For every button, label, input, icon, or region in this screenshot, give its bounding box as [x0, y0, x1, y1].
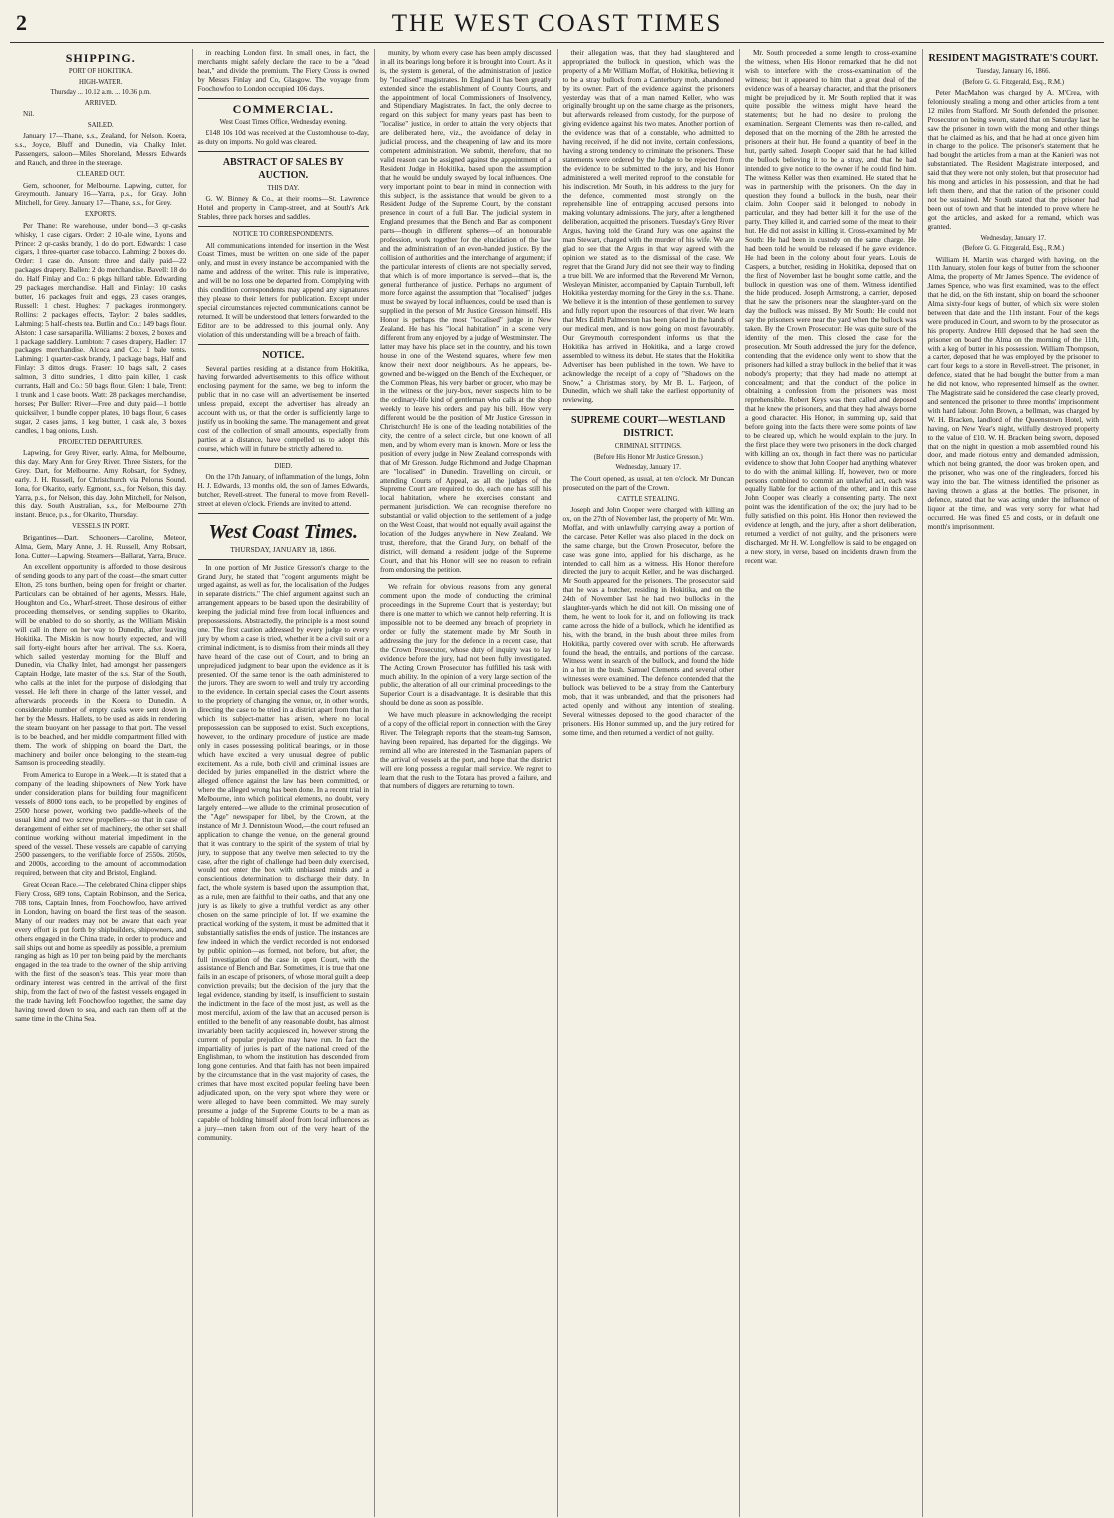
abstract-subheading: THIS DAY. [267, 184, 300, 192]
departures-text: Lapwing, for Grey River, early. Alma, for Melbourne, this day. Mary Ann for Grey River. Three Sisters, for the Grey. Dart, for Melbourne. Amy Robsart, for Sydney, early. J. H. Russell, for Christchurch via Pelorus Sound. Iona, for Okarito, early. Egmont, s.s., for Nelson, this day. Yarra, p.s., for Nelson, this day. John Mitchell, for Nelson, this day. South Australian, s.s., for Melbourne 27th instant. Bruce, p.s., for Okarito, Thursday. [15, 448, 187, 520]
divider [198, 344, 370, 345]
america-europe-text: From America to Europe in a Week.—It is stated that a company of the leading shipowners of New York have under consideration plans for building four magnificent vessels of 8000 tons each, to be propelled by engines of 2500 horse power, working two paddle-wheels of the usual kind and two screw propellers—so that in case of derangement of either set of machinery, the other set shall continue working without material impediment in the speed of the vessel. These vessels are capable of carrying 2500 passengers, to the verifiable force of 2550s. 2050s, and 2000s, according to the amount of accommodation required, between that city and Bristol, England. [15, 770, 187, 878]
column-6 [923, 49, 1105, 1517]
sailed-heading: SAILED. [87, 121, 114, 129]
highwater-heading: HIGH-WATER. [78, 78, 123, 86]
local-news-text: We have much pleasure in acknowledging the receipt of a copy of the official report in connection with the Grey River. The Telegraph reports that the steam-tug Samson, having been repaired, has departed for the diggings. We remind all who are interested in the Tasmanian papers of the arrival of vessels at the port, and hope that the district will ere long possess a regular mail service. We regret to learn that the rush to the Totara has proved a failure, and that numbers of diggers are returning to town. [380, 710, 552, 791]
shipping-news-text: An excellent opportunity is afforded to those desirous of sending goods to any part of the coast—the smart cutter Elton, 25 tons burthen, being open for freight or charter. Particulars can be obtained of her agents, Messrs. Hale, Houghton and Co., Wharf-street. Those desirous of either proceeding themselves, or sending supplies to Okarito, will be enabled to do so shortly, as the William Miskin will call in there on her way to Dunedin, after leaving Hokitika. The Miskin is now hourly expected, and will sail forty-eight hours after her arrival. The s.s. Koera, which sailed yesterday morning for the Bluff and Dunedin, via Chalky Inlet, had amongst her passengers Captain Hodge, late master of the s.s. Star of the South, who calls at the inlet for the purpose of dislodging that vessel. He left there in charge of the latter vessel, and afterwards proceeds in the Koera to Dunedin. A considerable number of empty casks were sent down in her by the Messrs. Hallets, to be used as aids in rendering the steam buoyant on her passage to that port. The vessel is to be beached, and her middle compartment filled with them. The work of shipping on board the Dart, the machinery and boiler once belonging to the steam-tug Samson is proceeding steadily. [15, 562, 187, 768]
arrived-text: Nil. [23, 109, 35, 118]
court-date-1: Tuesday, January 16, 1866. [976, 68, 1051, 75]
magistrates-case-2: William H. Martin was charged with having, on the 11th January, stolen four kegs of butter from the schooner Alma, the property of Mr James Spence. The evidence of James Spence, who was first examined, was to the effect that he did, on the 6th instant, ship on board the schooner Alma sixty-four kegs of butter, of which six were stolen between that date and the 11th instant. Four of the kegs were produced in Court, and sworn to by the prosecutor as his property. Andrew Hill deposed that he had seen the prisoner on board the Alma on the morning of the 11th, with a keg of butter in his possession. William Thompson, a carter, deposed that he was employed by the prisoner to cart four kegs to a store in Revell-street. The prisoner, in defence, stated that he had bought the butter from a man he did not know, who represented himself as the owner. The Magistrate said he considered the case clearly proved, and sentenced the prisoner to three months' imprisonment with hard labour. John Brown, a bellman, was charged by W. H. Bracken, landlord of the Queenstown Hotel, with having, on New Year's night, wilfully destroyed property to the value of £10. W. H. Bracken being sworn, deposed that on the night in question a mob assembled round his door, and made riotous entry and demanded admission, which not being granted, the door was broken open, and the prisoner, who was one of the ringleaders, forced his way into the bar. The witness identified the prisoner as having thrown a glass at the bottles. The prisoner, in defence, stated that he was acting under the influence of liquor at the time, and was very sorry for what had occurred. He was fined £5 and costs, or in default one month's imprisonment. [927, 254, 1099, 531]
divider [563, 409, 735, 410]
supreme-court-heading: SUPREME COURT—WESTLAND DISTRICT. [571, 415, 726, 440]
commercial-subheading: West Coast Times Office, Wednesday evening. [219, 118, 347, 126]
local-news-continued: their allegation was, that they had slaughtered and appropriated the bullock in question, which was the property of a Mr William Moffat, of Hokitika, believing it to be a stray bullock from a Canterbury mob, abandoned by its owner. Part of the evidence against the prisoners yesterday was that of a man named Keller, who was originally brought up on the same charge as the prisoners, but afterwards released from custody, for the purpose of giving evidence against his two mates. Another portion of the evidence was that of a constable, who admitted to having received, if he did not invite, certain confessions, having a strong tendency to criminate the prisoners. These statements were ordered by the Judge to be rejected from the evidence to be submitted to the jury, and his Honor administered a well merited reproof to the constable for his indiscretion. Mr South, in his address to the jury for the defence, commented most strongly on the reprehensible line of entrapping accused persons into making voluntary admissions. The jury, after a lengthened deliberation, acquitted the prisoners. Tuesday's Grey River Argus, having told the Grand Jury was one against the man Stewart, charged with the murder of his wife. We are glad to see that the Argus in that way agreed with the opinion we stated as to the dismissal of the case. We regret that the Grand Jury did not see their way to finding a true bill. We are informed that the Reverend Mr Vernon, Wesleyan Minister, accompanied by Captain Turnbull, left Hokitika yesterday morning for the Grey in the s.s. Thane. We believe it is the intention of these gentlemen to survey and fully report upon the resources of that river. We learn that Mrs Edith Palmerston has been placed in the hands of our medical men, and is now going on most favourably. Our Greymouth correspondent informs us that the Hokitika has arrived in Hokitika, and a large crowd assembled to witness its debut. He states that the Hokitika Advertiser has been published in the town. We have to acknowledge the receipt of a copy of "Shadows on the Snow," a Christmas story, by Mr B. L. Farjeon, of Dunedin, which we shall take the earliest opportunity of reviewing. [562, 49, 734, 405]
abstract-heading: ABSTRACT OF SALES BY AUCTION. [222, 156, 344, 181]
masthead [10, 8, 1104, 43]
column-1 [10, 49, 193, 1517]
column-2 [193, 49, 376, 1517]
highwater-times: Thursday ... 10.12 a.m. ... 10.36 p.m. [50, 89, 151, 96]
departures-heading: PROJECTED DEPARTURES. [58, 438, 143, 446]
issue-date: THURSDAY, JANUARY 18, 1866. [230, 544, 337, 554]
died-heading: DIED. [274, 462, 293, 470]
divider [198, 151, 370, 152]
cleared-heading: CLEARED OUT. [76, 171, 125, 179]
divider [198, 559, 370, 560]
judge-line: (Before His Honor Mr Justice Gresson.) [593, 453, 703, 461]
sailed-text: January 17—Thane, s.s., Zealand, for Nelson. Koera, s.s., Joyce, Bluff and Dunedin, via Chalky Inlet. Passengers, saloon—Miles Shoreland, Messrs Edwards and Rauch, and three in the steerage. [15, 131, 187, 168]
paper-nameplate: West Coast Times. [208, 520, 358, 543]
court-opening-text: The Court opened, as usual, at ten o'clock. Mr Duncan prosecuted on the part of the Crown. [562, 473, 734, 492]
columns [10, 49, 1104, 1517]
editorial-text: In one portion of Mr Justice Gresson's charge to the Grand Jury, he stated that "cogent arguments might be urged against, as well as for, the localisation of the Judges in separate districts." The chief argument against such an arrangement appears to be based upon the desirability of keeping the judicial mind free from local influences and prepossessions. Abstractedly, the principle is a most sound one. The first caution addressed by every judge to every jury by whom a case is tried, whether it be a civil suit or a criminal indictment, is to dismiss from their minds all they have heard of the case out of Court, and to bring an unprejudiced judgment to bear upon the evidence as it is presented. Of the same tenor is the oath administered to the jurors. They are sworn to well and truly try according to the evidence. In certain special cases the Court assents to the propriety of changing the venue, or, in other words, directing the case to be tried in a district apart from that in which its subject-matter has arisen, where no local prepossession can be supposed to exist. Such exceptions, however, to the ordinary procedure of justice are made only in cases possessing political bearings, or in those which have excited a very unusual degree of public excitement. As a rule, both civil and criminal issues are decided by juries empanelled in the district where the alleged offence against the law has been committed, or where the alleged wrong has been done. In a recent trial in Melbourne, into which political elements, no doubt, very largely entered—we allude to the criminal prosecution of the "Age" newspaper for libel, by the Crown, at the instance of Mr J. Dennistoun Wood,—the court refused an application to change the venue, on the general ground that it was contrary to the spirit of the system of trial by jury, to suppose that any twelve men selected to try the case, after the right of challenge had been duly exercised, would not enter the box with unbiassed minds and a conscientious determination to discharge their duty. In fact, the whole system is based upon the assumption that, as a rule, men are faithful to their oaths, and that any one jury is as likely to give a truthful verdict as any other chosen on the same principle of lot. If we examine the practical working of the system, it must be admitted that it substantially satisfies the ends of justice. The instances are few indeed in which the verdict recorded is not endorsed by public opinion—as formed, not before, but after, the full investigation of the case in open Court, with the assistance of Bench and Bar. Sometimes, it is true that one fails in an escape of prisoners, of whose moral guilt a deep conviction prevails; but the decision of the jury that the legal evidence, standing by itself, is insufficient to sustain the indictment in the face of the most just, as well as the most merciful, axiom of the law that an accused person is entitled to the benefit of any reasonable doubt, has almost invariably been tacitly acquiesced in, however strong the current of popular prejudice may have run. In fact the impartiality of juries is part of the national creed of the Englishman, to whom the institution has descended from long gone centuries. And that faith has not been impaired by the circumstance that in the vast majority of cases, the crimes that have most excited popular feeling have been adjudicated upon, on the very spot where they were or were alleged to have been committed. We may surely presume a judge of the Supreme Courts to be a man as capable of holding himself aloof from local influences as a jury—men taken from out of the very heart of the community. [197, 562, 369, 1142]
criminal-sittings-heading: CRIMINAL SITTINGS. [614, 443, 682, 451]
column-3 [375, 49, 558, 1517]
divider [198, 513, 370, 514]
correspondents-heading: NOTICE TO CORRESPONDENTS. [232, 231, 334, 239]
exports-heading: EXPORTS. [84, 211, 117, 219]
divider [198, 98, 370, 99]
exports-text: Per Thane: Re warehouse, under bond—3 qr-casks whisky, 1 case cigars. Order: 2 10-ale wine, Lyons and Prince: 2 qr-casks brandy, 1 do do port. Edwards: 1 case cigars, 1 three-quarter case tobacco. Lahming: 2 boxes do. Order: 1 case do. Anson: three and daily paid—22 packages drapery. Ballen: 2 do merchandise. Bavell: 18 do do. Half Finlay and Co.: 6 pkgs hillard table. Edwarding 29 packages merchandise. Hall and Finlay: 10 casks butter, 16 packages fruit and eggs, 23 cases oranges, Russell: 1 chest. Hughes: 7 packages ironmongery. Rollins: 2 packages effects, Taylor: 2 bales saddles, Lahming: 5 half-chests tea. Butlin and Co.: 149 bags flour. Alston: 1 case sarsaparilla. Williams: 2 boxes, 2 boxes and 1 package saddlery. Lumbton: 7 cases drapery, Hadler: 17 packages merchandise. Alcoca and Co.: 1 bale tents. Lahming: 1 quarter-cask brandy, 1 package bags, Half and Finlay: 3 dittos drugs. Fraser: 10 bags salt, 2 cases salmon, 3 ditto sundries, 1 ditto pain killer, 1 cask currants, Hall and Co.: 50 bags flour. Glen: 1 bale, Trent: 1 trunk and 1 case boots. Watt: 28 packages merchandise, horses; Per Buller: River—Free and duty paid—1 bottle quicksilver, 1 bundle copper plates, 10 bags flour, 6 cases sugar, 2 cases jams, 1 keg butter, 1 cask ale, 3 boxes candles, 1 bag onions, Lush. [15, 220, 187, 435]
magistrates-case-1: Peter MacMahon was charged by A. M'Crea, with feloniously stealing a mong and other articles from a tent 12 miles from Stafford. Mr South defended the prisoner. Prosecutor on being sworn, stated that on Saturday last he saw the prisoner in town with the mong and other things that he claimed as his, and that he had at once given him in charge to the police. The prisoner's statement that he had bought the articles from a man at the Kanieri was not substantiated. The Resident Magistrate interposed, and said that they were not only stolen, but that prosecutor had his mong and articles in his possession, and that he had left them there, and that the ration of the prisoner could not be sustained. Mr South stated that the prisoner had been out of town and that he intended to prove where he got the articles, and asked for a remand, which was granted. [927, 88, 1099, 231]
shipping-heading: SHIPPING. [65, 51, 136, 65]
cleared-text: Gem, schooner, for Melbourne. Lapwing, cutter, for Greymouth. January 16—Yarra, p.s., for Gray. John Mitchell, for Grey. January 17—Thane, s.s., for Grey. [15, 180, 187, 208]
divider [380, 578, 552, 579]
abstract-text: G. W. Binney & Co., at their rooms—St. Lawrence Hotel and property in Camp-street, and at South's Ark Stables, three pack horses and saddles. [197, 194, 369, 222]
died-text: On the 17th January, of inflammation of the lungs, John H. J. Edwards, 13 months old, the son of James Edwards, butcher, Revell-street. The funeral to move from Revell-street at eleven o'clock. Friends are invited to attend. [197, 472, 369, 508]
cattle-stealing-heading: CATTLE STEALING. [617, 495, 680, 503]
column-4 [558, 49, 741, 1517]
notice-heading: NOTICE. [262, 349, 305, 361]
editorial-continued: munity, by whom every case has been amply discussed in all its bearings long before it is brought into Court. As it is, the system is general, of the administration of justice by "localised" magistrates. In England it has been greatly extended since the establishment of County Courts, and the appointment of local Commissioners of Insolvency, and Stipendiary Magistrates. In fact, the only decree to regard on this subject for many years past has been to "localise" justice, in order to attain the very objects that are deliberated here, viz., the avoidance of delay in judicial process, and the cheapening of law and its more competent administration. We submit, therefore, that no valid reason can be assigned against the appointment of a Resident Judge in Hokitika, based upon the assumption that he would be unduly swayed by local influences. One very important point to bear in mind in connection with this subject, is the assistance that would be given to a Resident Judge of the Supreme Court, by the constant presence in court of a full Bar. The judicial system in England presumes that the Bench and Bar as component parts—though in different spheres—of an honourable profession, work together for the elucidation of the law and the administration of an even-handed justice. By the collision of authorities and the interchange of argument; if the particular interests of clients are not specially served, that which is of more importance is served—that is, the general furtherance of justice. Perhaps no argument of more force against the assumption that "localised" judges must be swayed by local influences, could be used than is supplied in the person of Mr Justice Gresson himself. His Honor is perhaps the most "localised" judge in New Zealand. He has his "local habitation" in a scene very different from any enjoyed by a judge of Westminster. The latter may have his place set in the country, and his town house in one of the Westend squares, where few men know their next door neighbours. As he appears, be-gowned and be-wigged on the Bench of the Exchequer, or the Common Pleas, his very barber or grocer, who may be in the witness or the jury-box, never suspects him to be the ordinary-life kind of gentleman who calls at the shop weekly to leave his orders and pay his bill. How very different would be the position of Mr Justice Gresson in Christchurch! He is one of the leading notabilities of the city, the centre of a select circle, but one known of all men, and by whom every man is known. More or less the position of every judge in New Zealand corresponds with that of Mr Gresson. Judge Richmond and Judge Chapman are "localised" in Dunedin. Travelling on circuit, or attending Courts of Appeal, as all the judges of the Supreme Court are required to do, each one has still his local habitation, where he exercises constant and permanent jurisdiction. We can recognise therefore no substantial or valid objection to the settlement of a judge on the West Coast, that would not equally avail against the location of the Judges anywhere in New Zealand. We trust, therefore, that the Grand Jury, on behalf of the district, will demand a resident judge of the Supreme Court, and that his Honor will see no reason to refrain from endorsing the petition. [380, 49, 552, 574]
trial-continued-text: Mr. South proceeded a some length to cross-examine the witness, when His Honor remarked that he did not wish to interfere with the cross-examination of the witness; but it appeared to him that a great deal of the evidence was of a hearsay character, and that the prisoners might be prejudiced by it. Mr South replied that it was quite possible the witness might have heard the statements; but he had no desire to prolong the examination. Sergeant Clements was then re-called, and deposed that on the morning of the 28th he arrested the prisoners at their hut. He found a quantity of beef in the hut, partly salted. Joseph Cooper said that he had killed the bullock believing it to be a stray, and that he had intended to give notice to the owner if he could find him. The witness Keller was then examined. He stated that he was in partnership with the prisoners. On the day in question they found a bullock in the bush, near their claim. John Cooper said it belonged to nobody in particular, and they had better kill it for the use of the party. They killed it, and carried some of the meat to their hut. He did not assist in killing it. Cross-examined by Mr South: He had been in custody on the same charge. He had been told he would be released if he gave evidence. He had been in the colony about four years. Louis de Caspers, a butcher, residing in Hokitika, deposed that on the first of November last he bought some cattle, and the bullock in question was one of them. Witness identified the hide produced. Joseph Armstrong, a carrier, deposed that he saw the prisoners near the slaughter-yard on the day the bullock was missed. By Mr South: He could not say the prisoners were near the yard when the bullock was taken. By the Crown Prosecutor: He was quite sure of the identity of the men. This closed the case for the prosecution. Mr South addressed the jury for the defence, contending that the evidence only went to show that the prisoners had killed a stray bullock in the belief that it was nobody's property; that they had made no attempt at concealment; and that the conduct of the police in obtaining a confession from the prisoners was most reprehensible. Robert Keys was then called and deposed that he knew the prisoners, and that they had always borne a good character. His Honor, in summing up, said that before going into the facts there were some points of law to be cleared up, which he would explain to the jury. In the first place they were two prisoners in the dock charged with killing an ox, though in fact there was no particular evidence to show that John Cooper had anything whatever to do with the animal killing. If, however, two or more persons combined to commit an unlawful act, each was equally liable for the action of the other, and in this case John Cooper was clearly a consenting party. The next point was the identification of the ox; the jury had to be fully satisfied on this point. His Honor then reviewed the evidence at length, and the jury, after a short deliberation, returned a verdict of not guilty, and the prisoners were discharged. Mr H. W. Longfellow is said to be engaged on a new story, in verse, based on incidents drawn from the recent war. [745, 49, 917, 565]
vessels-heading: VESSELS IN PORT. [72, 523, 130, 531]
court-date-2: Wednesday, January 17. [980, 234, 1046, 242]
criminal-comment-text: We refrain for obvious reasons from any general comment upon the mode of conducting the criminal proceedings in the Supreme Court that is yesterday; but there is one matter to which we cannot help referring. It is impossible not to be deemed any breach of propriety in order or fully the statement made by Mr South in addressing the jury for the defence in a recent case, that the Crown Prosecutor, whose duty of inquiry was to lay evidence before the jury, had not been fully investigated. The Acting Crown Prosecutor has fulfilled his task with much ability. In the opinion of a very large section of the public, the alteration of all our criminal proceedings to the Superior Court is a disadvantage. It is desirable that this should be done as soon as possible. [380, 582, 552, 708]
magistrate-line-1: (Before G. G. Fitzgerald, Esq., R.M.) [962, 78, 1065, 86]
arrived-heading: ARRIVED. [84, 99, 117, 107]
magistrates-court-heading: RESIDENT MAGISTRATE'S COURT. [928, 53, 1098, 64]
cattle-stealing-text: Joseph and John Cooper were charged with killing an ox, on the 27th of November last, the property of Mr. Wm. Moffat, and with unlawfully carrying away a portion of the carcase. Peter Keller was also placed in the dock on the same charge, but the Crown Prosecutor, before the case was gone into, applied for his discharge, as he intended to call him as a witness. His Honor therefore directed the jury to acquit Keller, and he was discharged. Mr South appeared for the prisoners. The prosecutor said that he was a butcher, residing in Hokitika, and on the 24th of November last he had two bullocks in the slaughter-yards which he did not kill. On missing one of them, he went to look for it, and on following its track came across the hide of a bullock, which he identified as his, with the brand, in the bush about three miles from Hokitika, partly covered over with scrub. He afterwards found the head, the entrails, and portions of the carcase. Witness went in search of the bullock, and found the hide in a hut in the bush. Samuel Clements and several other witnesses were examined. The defence contended that the bullock was believed to be a stray from the Canterbury mob, that it was unbranded, and that the prisoners had acted openly and without any intention of stealing. Several witnesses deposed to the good character of the prisoners. His Honor summed up, and the jury retired for some time, and then returned a verdict of not guilty. [562, 505, 735, 737]
ocean-race-text: Great Ocean Race.—The celebrated China clipper ships Fiery Cross, 689 tons, Captain Robinson, and the Serica, 708 tons, Captain Innes, from Foochowfoo, have arrived in London, having on board the first teas of the season. Many of our readers may not be aware that each year every effort is put forth by shipbuilders, shipowners, and others engaged in the China trade, in order to produce and sail ships out and home as speedily as possible, a premium ranging as high as 10 per ton being paid by the merchants engaged in the tea trade to the owner of the ship arriving with the first of the season's teas. This year more than ordinary interest was centred in the arrival of the first ship, from the fact of two of the fastest vessels engaged in the trade having left Foochowfoo together, the same day having towed down to sea, and each ran them off at the same time in the China Sea. [15, 880, 187, 1023]
shipping-continued: in reaching London first. In small ones, in fact, the merchants might safely declare the race to be a "dead heat," and divide the premium. The Fiery Cross is owned by Messrs Finlay and Co, Glasgow. The voyage from Foochowfoo to London occupied 106 days. [197, 49, 369, 93]
divider [198, 226, 370, 227]
newspaper-title: THE WEST COAST TIMES [391, 10, 723, 37]
port-heading: PORT OF HOKITIKA. [68, 68, 133, 75]
vessels-text: Brigantines—Dart. Schooners—Caroline, Meteor, Alma, Gem, Mary Anne, J. H. Russell, Amy Robsart, Iona. Cutter—Lapwing. Steamers—Ballarat, Yarra, Bruce. [15, 532, 187, 560]
notice-text: Several parties residing at a distance from Hokitika, having forwarded advertisements to this office without enclosing payment for the same, we beg to inform the public that in no case will an advertisement be inserted unless prepaid, except the advertiser has already an account with us, or that the order is sufficiently large to justify us in booking the same. The management and great cost of the collection of small amounts, especially from parties at a distance, have compelled us to adopt this course, which will in future be strictly adhered to. [197, 363, 369, 453]
page-number: 2 [16, 10, 27, 35]
commercial-heading: COMMERCIAL. [232, 101, 334, 116]
court-date: Wednesday, January 17. [615, 464, 681, 472]
correspondents-text: All communications intended for insertion in the West Coast Times, must be written on one side of the paper only, and must in every instance be accompanied with the name and address of the writer. This rule is imperative, and will be no loss one be departed from. Complying with this condition correspondents may append any signatures they please to their letters for publication. Except under special circumstances rejected communications cannot be returned. It will be understood that letters forwarded to the Editor are to be addressed to this journal only. Any violation of this understanding will be a breach of faith. [197, 240, 369, 339]
divider [198, 458, 370, 459]
magistrate-line-2: (Before G. G. Fitzgerald, Esq., R.M.) [962, 245, 1065, 252]
column-5 [740, 49, 923, 1517]
commercial-text: £148 10s 10d was received at the Customhouse to-day, as duty on imports. No gold was cleared. [197, 128, 369, 146]
